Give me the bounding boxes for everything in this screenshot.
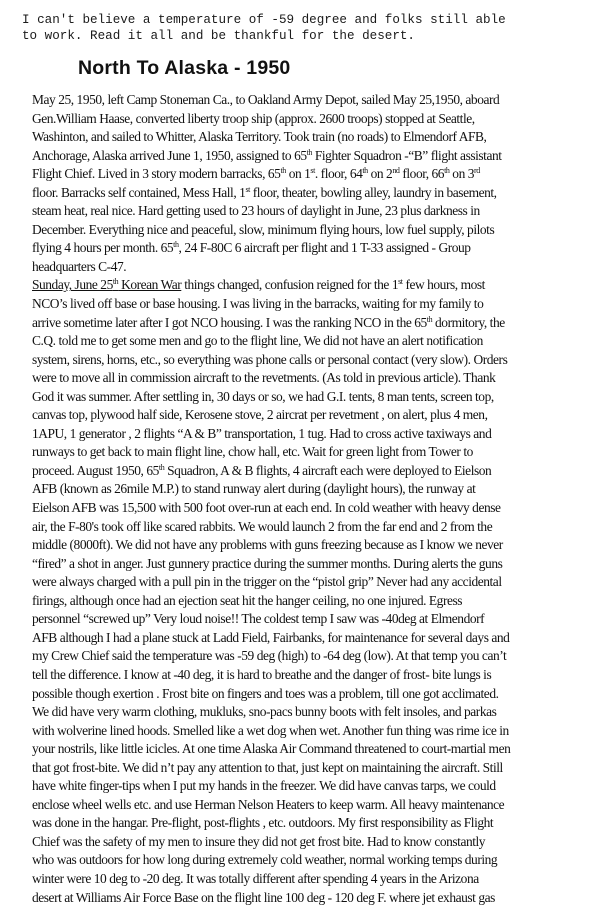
note-line-1: I can't believe a temperature of -59 degree and folks still able: [22, 13, 506, 27]
body-line: We did have very warm clothing, mukluks, sno-pacs bunny boots with felt insoles, and parkas: [32, 704, 497, 720]
body-line: Flight Chief. Lived in 3 story modern barracks, 65th on 1st. floor, 64th on 2nd floor, 66th on 3rd: [32, 166, 480, 182]
body-line: were always charged with a pull pin in the trigger on the “pistol grip” Never had any accidental: [32, 574, 502, 590]
body-line: Washinton, and sailed to Whitter, Alaska Territory. Took train (no roads) to Elmendorf AFB,: [32, 129, 487, 145]
body-line: with wolverine lined hoods. Smelled like a wet dog when wet. Another fun thing was rime ice in: [32, 722, 509, 738]
body-line: was done in the hangar. Pre-flight, post-flights , etc. outdoors. My first responsibility as Flight: [32, 815, 494, 831]
body-line: Eielson AFB was 15,500 with 500 foot over-run at each end. In cold weather with heavy dense: [32, 500, 501, 516]
body-line: firings, although once had an ejection seat hit the hanger ceiling, no one injured. Egress: [32, 592, 463, 608]
body-line: steam heat, real nice. Hard getting used to 23 hours of daylight in June, 23 plus darkness in: [32, 203, 480, 219]
note-line-2: to work. Read it all and be thankful for the desert.: [22, 29, 415, 43]
body-line: Anchorage, Alaska arrived June 1, 1950, assigned to 65th Fighter Squadron -“B” flight assistant: [32, 147, 502, 163]
document-title: North To Alaska - 1950: [78, 57, 291, 79]
body-line: that got frost-bite. We did n’t pay any attention to that, just kept on maintaining the aircraft. Still: [32, 759, 503, 775]
body-line: AFB although I had a plane stuck at Ladd Field, Fairbanks, for maintenance for several days and: [32, 629, 510, 645]
body-line: AFB (known as 26mile M.P.) to stand runway alert during (daylight hours), the runway at: [32, 481, 476, 497]
underlined-text: Sunday, June 25th Korean War: [32, 277, 182, 293]
body-line: December. Everything nice and peaceful, slow, minimum flying hours, low fuel supply, pilots: [32, 221, 495, 237]
body-line: winter were 10 deg to -20 deg. It was totally different after spending 4 years in the Arizona: [32, 870, 479, 886]
body-line: God it was summer. After settling in, 30 days or so, we had G.I. tents, 8 man tents, screen top,: [32, 388, 494, 404]
body-line: “fired” a shot in anger. Just gunnery practice during the summer months. During alerts the guns: [32, 555, 503, 571]
body-line: arrive sometime later after I got NCO housing. I was the ranking NCO in the 65th dormitory, the: [32, 314, 505, 330]
body-line: possible though exertion . Frost bite on fingers and toes was a problem, till one got acclimated.: [32, 685, 499, 701]
body-line: C.Q. told me to get some men and go to the flight line, We did not have an alert notification: [32, 333, 483, 349]
body-line: Gen.William Haase, converted liberty troop ship (approx. 2600 troops) stopped at Seattle,: [32, 110, 475, 126]
body-line: air, the F-80's took off like scared rabbits. We would launch 2 from the far end and 2 from the: [32, 518, 493, 534]
body-line: Sunday, June 25th Korean War things changed, confusion reigned for the 1st few hours, most: [32, 277, 485, 293]
body-line: headquarters C-47.: [32, 258, 127, 274]
body-line: floor. Barracks self contained, Mess Hall, 1st floor, theater, bowling alley, laundry in basement,: [32, 184, 497, 200]
body-line: middle (8000ft). We did not have any problems with guns freezing because as I know we never: [32, 537, 503, 553]
handwritten-typed-note: [22, 12, 592, 44]
body-line: May 25, 1950, left Camp Stoneman Ca., to Oakland Army Depot, sailed May 25,1950, aboard: [32, 92, 500, 107]
document-body: [32, 91, 597, 907]
body-line: desert at Williams Air Force Base on the flight line 100 deg - 120 deg F. where jet exhaust gas: [32, 889, 495, 905]
body-line: proceed. August 1950, 65th Squadron, A & B flights, 4 aircraft each were deployed to Eielson: [32, 462, 492, 478]
body-line: Chief was the safety of my men to insure they did not get frost bite. Had to know constantly: [32, 833, 486, 849]
body-line: runways to get back to main flight line, chow hall, etc. Wait for green light from Tower to: [32, 444, 473, 460]
body-line: were to move all in commission aircraft to the revetments. (As told in previous article). Thank: [32, 370, 496, 386]
body-line: who was outdoors for how long during extremely cold weather, normal working temps during: [32, 852, 498, 868]
body-line: tell the difference. I know at -40 deg, it is hard to breathe and the danger of frost- bite lungs is: [32, 666, 492, 682]
body-line: 1APU, 1 generator , 2 flights “A & B” transportation, 1 tug. Had to cross active taxiways and: [32, 425, 492, 441]
body-line: your nostrils, like little icicles. At one time Alaska Air Command threatened to court-martial men: [32, 741, 511, 757]
body-line: have white finger-tips when I put my hands in the freezer. We did have canvas tarps, we could: [32, 778, 496, 794]
body-line: NCO’s lived off base or base housing. I was living in the barracks, waiting for my family to: [32, 296, 484, 312]
body-line: system, sirens, horns, etc., so everything was phone calls or personal contact (very slow). Orders: [32, 351, 508, 367]
body-line: my Crew Chief said the temperature was -59 deg (high) to -64 deg (low). At that temp you can’t: [32, 648, 507, 664]
body-line: enclose wheel wells etc. and use Herman Nelson Heaters to keep warm. All heavy maintenance: [32, 796, 505, 812]
body-line: canvas top, plywood half side, Kerosene stove, 2 aircrat per revetment , on alert, plus 4 men,: [32, 407, 488, 423]
body-line: personnel “screwed up” Very loud noise!! The coldest temp I saw was -40deg at Elmendorf: [32, 611, 485, 627]
body-line: flying 4 hours per month. 65th, 24 F-80C 6 aircraft per flight and 1 T-33 assigned - Group: [32, 240, 471, 256]
